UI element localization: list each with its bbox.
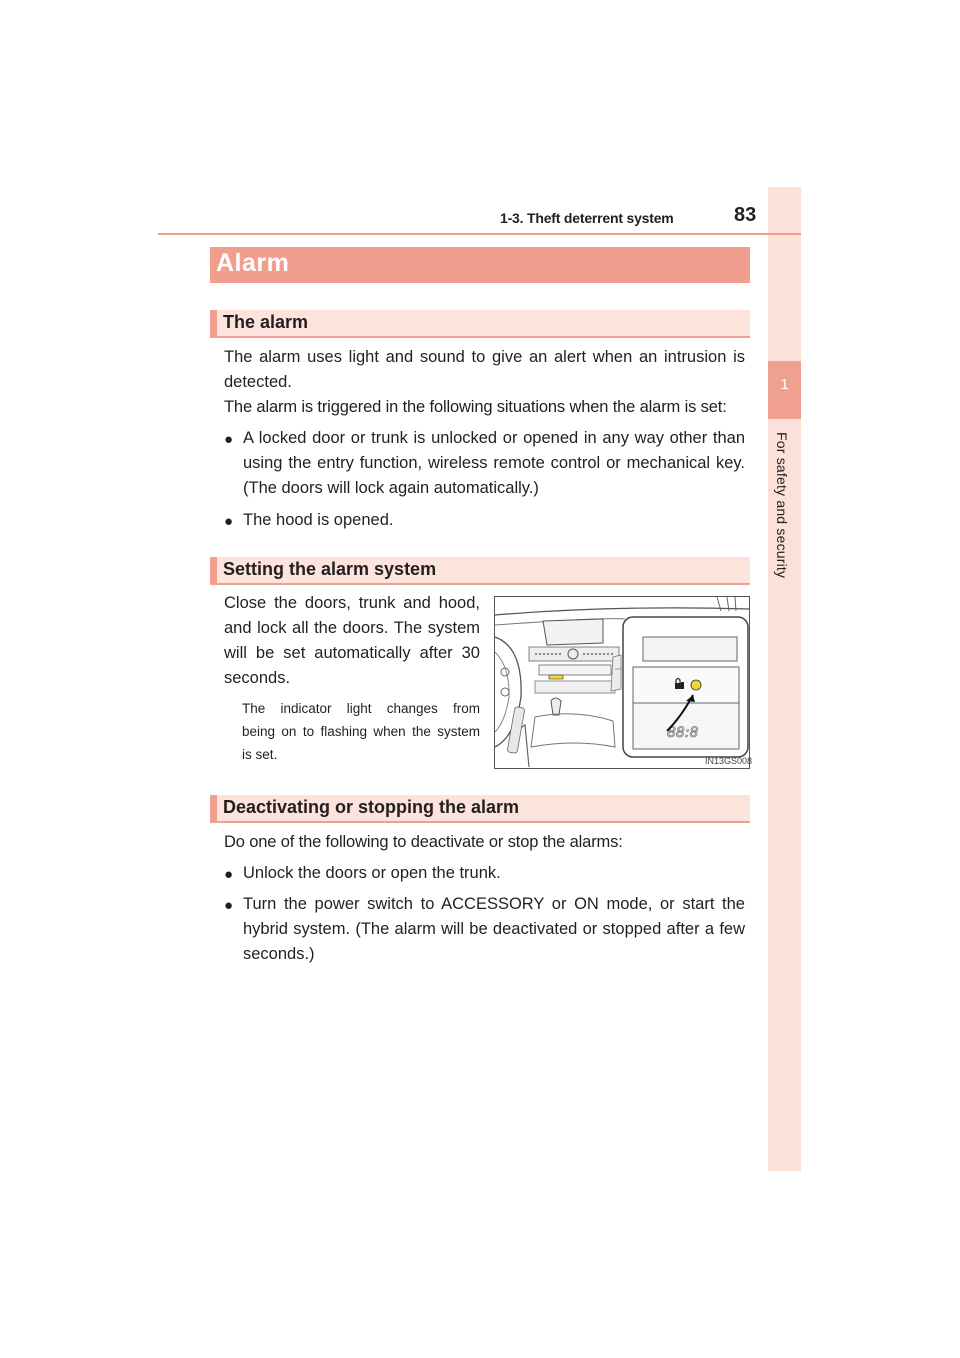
page-number: 83 <box>734 204 757 226</box>
section-heading-bar <box>210 557 217 583</box>
chapter-label: For safety and security <box>774 432 790 579</box>
setting-note-line1: The indicator light changes from <box>242 701 480 716</box>
setting-line3: will be set automatically after 30 <box>224 644 480 662</box>
setting-line1: Close the doors, trunk and hood, <box>224 594 480 612</box>
alarm-bullet1-line3: (The doors will lock again automatically.) <box>243 479 539 497</box>
bullet-icon: ● <box>224 866 234 883</box>
deactivate-bullet1: Unlock the doors or open the trunk. <box>243 864 501 882</box>
bullet-icon: ● <box>224 897 234 914</box>
alarm-para1-line2: detected. <box>224 373 292 391</box>
figure-code: IN13GS008 <box>705 756 753 766</box>
lock-icon <box>675 683 681 689</box>
bullet-icon: ● <box>224 431 234 448</box>
section-heading-text: Deactivating or stopping the alarm <box>223 797 520 817</box>
section-heading-bar <box>210 795 217 821</box>
setting-line4: seconds. <box>224 669 291 687</box>
section-heading-setting <box>210 557 750 585</box>
svg-text:88:8: 88:8 <box>667 725 699 741</box>
page-title: Alarm <box>216 249 290 277</box>
alarm-para2: The alarm is triggered in the following situations when the alarm is set: <box>224 398 727 416</box>
section-reference: 1-3. Theft deterrent system <box>500 210 674 226</box>
indicator-location-mark <box>549 675 563 679</box>
deactivate-bullet2-line2: hybrid system. (The alarm will be deactivated or stopped after a few <box>243 920 745 938</box>
deactivate-bullet2-line3: seconds.) <box>243 945 315 963</box>
security-indicator-icon <box>691 680 701 690</box>
chapter-number: 1 <box>780 376 789 393</box>
deactivate-intro: Do one of the following to deactivate or stop the alarms: <box>224 833 623 851</box>
title-band <box>210 247 750 283</box>
alarm-bullet2: The hood is opened. <box>243 511 394 529</box>
alarm-bullet1-line2: using the entry function, wireless remote control or mechanical key. <box>243 454 745 472</box>
bullet-icon: ● <box>224 513 234 530</box>
setting-note-line3: is set. <box>242 747 278 762</box>
setting-line2: and lock all the doors. The system <box>224 619 480 637</box>
section-heading-the-alarm <box>210 310 750 338</box>
section-heading-bar <box>210 310 217 336</box>
alarm-para1-line1: The alarm uses light and sound to give an alert when an intrusion is <box>224 348 745 366</box>
deactivate-bullet2-line1: Turn the power switch to ACCESSORY or ON mode, or start the <box>243 895 745 913</box>
header-rule <box>158 233 801 235</box>
setting-note-line2: being on to flashing when the system <box>242 724 480 739</box>
dashboard-illustration <box>494 596 753 769</box>
dashboard-drawing <box>495 597 749 768</box>
section-heading-text: The alarm <box>223 312 309 332</box>
section-heading-text: Setting the alarm system <box>223 559 437 579</box>
alarm-bullet1-line1: A locked door or trunk is unlocked or opened in any way other than <box>243 429 745 447</box>
chapter-side-strip <box>768 187 801 1171</box>
section-heading-deactivating <box>210 795 750 823</box>
